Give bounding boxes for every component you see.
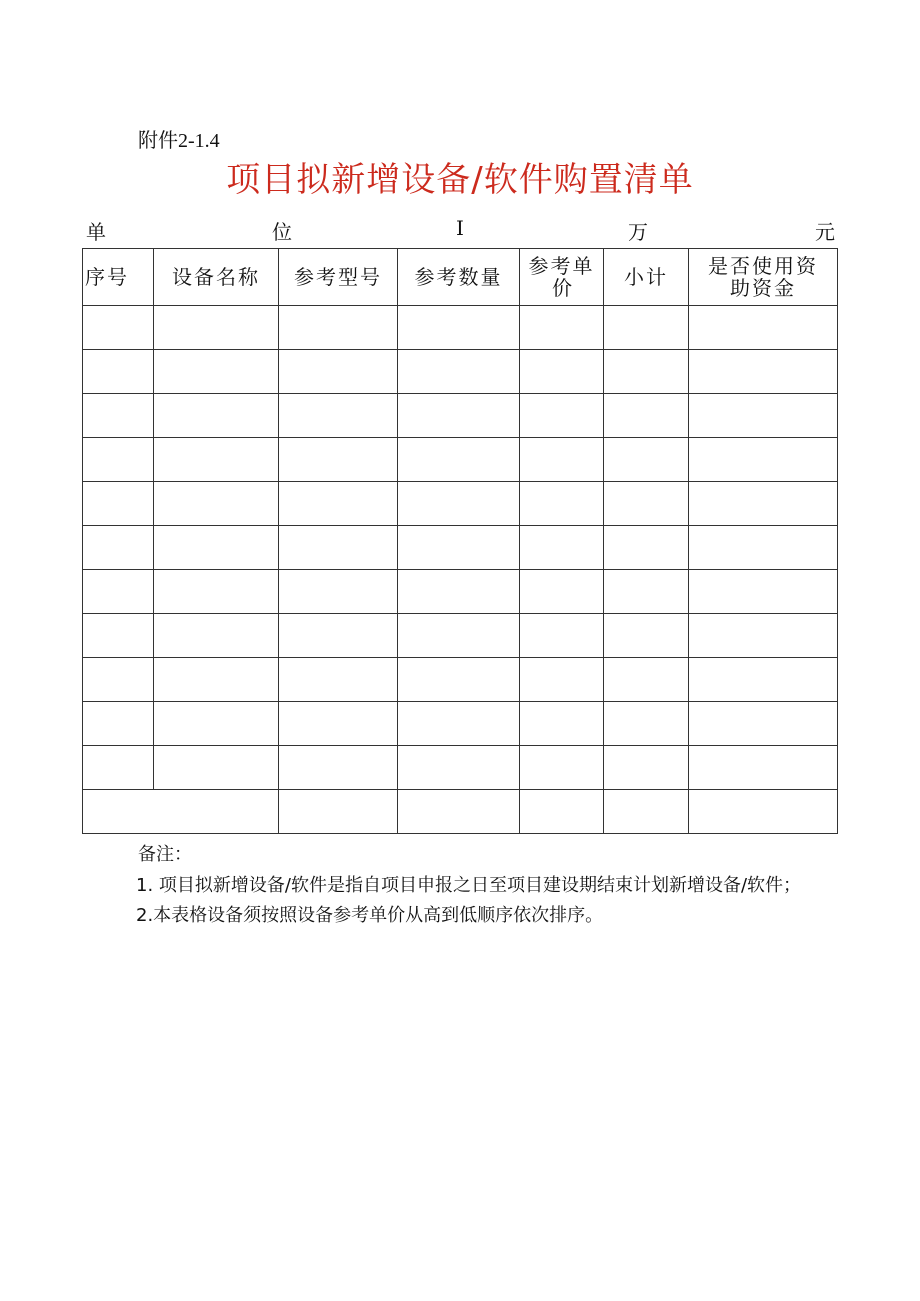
table-cell[interactable] bbox=[279, 482, 398, 526]
table-cell[interactable] bbox=[689, 790, 838, 834]
table-row bbox=[83, 658, 838, 702]
table-cell[interactable] bbox=[604, 526, 689, 570]
table-cell[interactable] bbox=[398, 658, 520, 702]
table-cell[interactable] bbox=[604, 614, 689, 658]
table-row bbox=[83, 614, 838, 658]
table-row bbox=[83, 482, 838, 526]
notes-section bbox=[136, 840, 846, 931]
table-row bbox=[83, 790, 838, 834]
table-cell[interactable] bbox=[689, 658, 838, 702]
table-cell[interactable] bbox=[398, 746, 520, 790]
table-row bbox=[83, 702, 838, 746]
table-cell[interactable] bbox=[154, 526, 279, 570]
table-cell[interactable] bbox=[398, 702, 520, 746]
table-row bbox=[83, 350, 838, 394]
table-cell[interactable] bbox=[604, 350, 689, 394]
note-item-1: 1. 项目拟新增设备/软件是指自项目申报之日至项目建设期结束计划新增设备/软件； bbox=[136, 875, 802, 896]
table-cell[interactable] bbox=[154, 614, 279, 658]
note-item-2: 2.本表格设备须按照设备参考单价从高到低顺序依次排序。 bbox=[136, 905, 604, 926]
table-cell[interactable] bbox=[83, 350, 154, 394]
table-cell[interactable] bbox=[604, 570, 689, 614]
table-cell[interactable] bbox=[83, 746, 154, 790]
table-header-row bbox=[83, 249, 838, 306]
table-row bbox=[83, 438, 838, 482]
table-cell[interactable] bbox=[83, 790, 279, 834]
table-cell[interactable] bbox=[398, 526, 520, 570]
table-cell[interactable] bbox=[279, 614, 398, 658]
table-cell[interactable] bbox=[83, 526, 154, 570]
document-title: 项目拟新增设备/软件购置清单 bbox=[226, 160, 694, 200]
table-cell[interactable] bbox=[689, 702, 838, 746]
table-cell[interactable] bbox=[520, 790, 604, 834]
table-row bbox=[83, 570, 838, 614]
table-cell[interactable] bbox=[689, 350, 838, 394]
table-row bbox=[83, 526, 838, 570]
table-cell[interactable] bbox=[154, 702, 279, 746]
table-cell[interactable] bbox=[398, 350, 520, 394]
table-cell[interactable] bbox=[520, 570, 604, 614]
table-cell[interactable] bbox=[398, 306, 520, 350]
table-cell[interactable] bbox=[279, 526, 398, 570]
table-cell[interactable] bbox=[398, 438, 520, 482]
header-device-name: 设备名称 bbox=[154, 249, 279, 306]
table-cell[interactable] bbox=[279, 746, 398, 790]
equipment-table bbox=[82, 248, 838, 834]
table-cell[interactable] bbox=[279, 702, 398, 746]
table-cell[interactable] bbox=[520, 614, 604, 658]
table-cell[interactable] bbox=[83, 482, 154, 526]
table-row bbox=[83, 306, 838, 350]
table-cell[interactable] bbox=[689, 526, 838, 570]
table-cell[interactable] bbox=[689, 570, 838, 614]
table-cell[interactable] bbox=[689, 482, 838, 526]
table-cell[interactable] bbox=[279, 570, 398, 614]
table-cell[interactable] bbox=[279, 350, 398, 394]
unit-label-char-1: 单 bbox=[86, 220, 106, 244]
table-cell[interactable] bbox=[604, 438, 689, 482]
unit-row bbox=[84, 216, 836, 246]
table-cell[interactable] bbox=[520, 306, 604, 350]
table-cell[interactable] bbox=[604, 306, 689, 350]
table-cell[interactable] bbox=[398, 570, 520, 614]
table-cell[interactable] bbox=[154, 482, 279, 526]
table-cell[interactable] bbox=[154, 350, 279, 394]
table-cell[interactable] bbox=[154, 438, 279, 482]
table-cell[interactable] bbox=[279, 394, 398, 438]
table-cell[interactable] bbox=[83, 570, 154, 614]
table-cell[interactable] bbox=[279, 658, 398, 702]
table-cell[interactable] bbox=[83, 614, 154, 658]
table-cell[interactable] bbox=[520, 658, 604, 702]
table-cell[interactable] bbox=[689, 306, 838, 350]
header-unit-price-line-1: 参考单 bbox=[528, 254, 595, 278]
header-reference-quantity: 参考数量 bbox=[398, 249, 520, 306]
table-cell[interactable] bbox=[154, 306, 279, 350]
header-index: 序号 bbox=[83, 249, 154, 306]
unit-currency-char-1: 万 bbox=[628, 220, 648, 244]
table-cell[interactable] bbox=[154, 394, 279, 438]
table-cell[interactable] bbox=[279, 306, 398, 350]
table-cell[interactable] bbox=[520, 350, 604, 394]
header-subtotal: 小计 bbox=[604, 249, 689, 306]
table-cell[interactable] bbox=[520, 482, 604, 526]
table-cell[interactable] bbox=[520, 394, 604, 438]
unit-separator: I bbox=[456, 216, 464, 240]
table-cell[interactable] bbox=[520, 526, 604, 570]
attachment-label: 附件2-1.4 bbox=[138, 130, 220, 152]
table-cell[interactable] bbox=[398, 614, 520, 658]
header-reference-model: 参考型号 bbox=[279, 249, 398, 306]
unit-currency-char-2: 元 bbox=[815, 220, 835, 244]
table-cell[interactable] bbox=[604, 790, 689, 834]
table-cell[interactable] bbox=[689, 438, 838, 482]
table-cell[interactable] bbox=[83, 306, 154, 350]
table-cell[interactable] bbox=[154, 658, 279, 702]
header-reference-unit-price bbox=[520, 249, 604, 306]
table-cell[interactable] bbox=[279, 790, 398, 834]
header-unit-price-line-2: 价 bbox=[552, 276, 574, 300]
table-row bbox=[83, 746, 838, 790]
table-cell[interactable] bbox=[279, 438, 398, 482]
unit-label-char-2: 位 bbox=[272, 220, 292, 244]
table-cell[interactable] bbox=[83, 394, 154, 438]
table-cell[interactable] bbox=[398, 790, 520, 834]
table-row bbox=[83, 394, 838, 438]
table-cell[interactable] bbox=[398, 482, 520, 526]
table-cell[interactable] bbox=[604, 746, 689, 790]
table-cell[interactable] bbox=[604, 394, 689, 438]
table-cell[interactable] bbox=[154, 746, 279, 790]
table-cell[interactable] bbox=[83, 702, 154, 746]
table-cell[interactable] bbox=[604, 658, 689, 702]
header-use-funding bbox=[689, 249, 838, 306]
table-cell[interactable] bbox=[83, 438, 154, 482]
header-use-funding-line-2: 助资金 bbox=[730, 276, 796, 300]
table-cell[interactable] bbox=[520, 702, 604, 746]
table-cell[interactable] bbox=[83, 658, 154, 702]
table-cell[interactable] bbox=[689, 394, 838, 438]
table-cell[interactable] bbox=[689, 746, 838, 790]
table-cell[interactable] bbox=[689, 614, 838, 658]
table-cell[interactable] bbox=[520, 746, 604, 790]
table-cell[interactable] bbox=[154, 570, 279, 614]
header-use-funding-line-1: 是否使用资 bbox=[708, 254, 818, 278]
table-cell[interactable] bbox=[398, 394, 520, 438]
table-cell[interactable] bbox=[604, 702, 689, 746]
table-cell[interactable] bbox=[520, 438, 604, 482]
table-cell[interactable] bbox=[604, 482, 689, 526]
notes-heading: 备注： bbox=[138, 844, 192, 865]
